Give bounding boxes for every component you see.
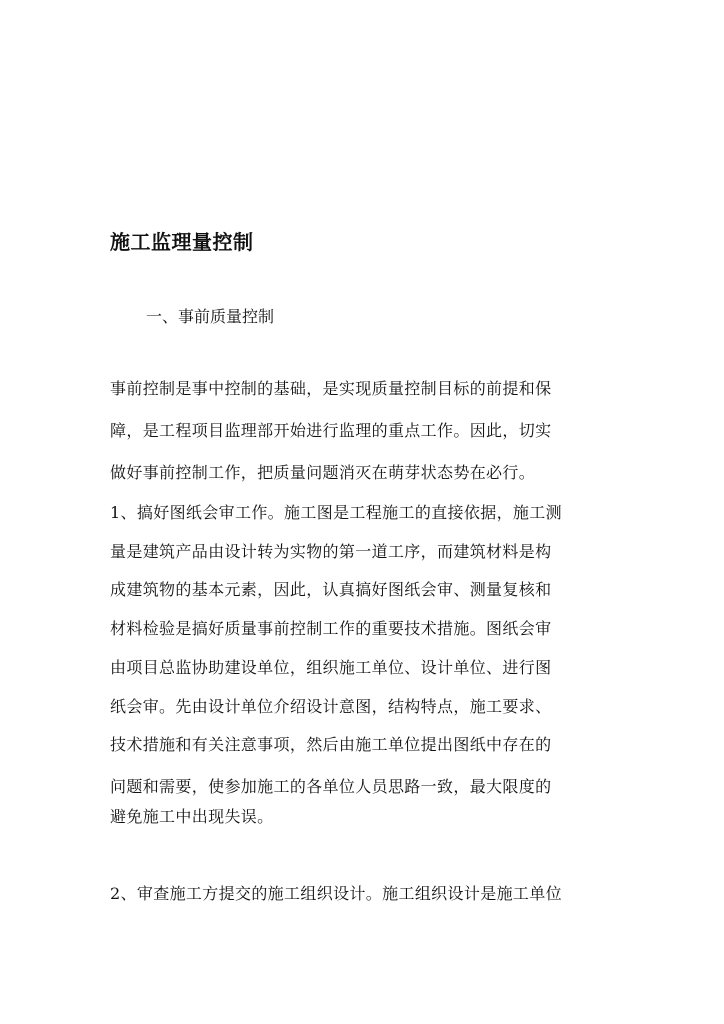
- paragraph-line: 技术措施和有关注意事项，然后由施工单位提出图纸中存在的: [110, 735, 552, 754]
- paragraph-line: 成建筑物的基本元素，因此，认真搞好图纸会审、测量复核和: [110, 580, 552, 599]
- paragraph-line: 障，是工程项目监理部开始进行监理的重点工作。因此，切实: [110, 421, 552, 440]
- paragraph-line: 材料检验是搞好质量事前控制工作的重要技术措施。图纸会审: [110, 619, 552, 638]
- document-title: 施工监理量控制: [110, 230, 254, 254]
- section-heading: 一、事前质量控制: [146, 307, 275, 326]
- paragraph-line: 做好事前控制工作，把质量问题消灭在萌芽状态势在必行。: [110, 463, 536, 482]
- paragraph-line: 事前控制是事中控制的基础，是实现质量控制目标的前提和保: [110, 379, 552, 398]
- paragraph-line: 2、审查施工方提交的施工组织设计。施工组织设计是施工单位: [110, 884, 562, 903]
- paragraph-line: 量是建筑产品由设计转为实物的第一道工序，而建筑材料是构: [110, 542, 552, 561]
- paragraph-line: 由项目总监协助建设单位，组织施工单位、设计单位、进行图: [110, 658, 552, 677]
- paragraph-line: 问题和需要，使参加施工的各单位人员思路一致，最大限度的: [110, 777, 552, 796]
- paragraph-line: 纸会审。先由设计单位介绍设计意图，结构特点，施工要求、: [110, 697, 552, 716]
- paragraph-line: 避免施工中出现失误。: [110, 807, 274, 826]
- paragraph-line: 1、搞好图纸会审工作。施工图是工程施工的直接依据，施工测: [110, 503, 562, 522]
